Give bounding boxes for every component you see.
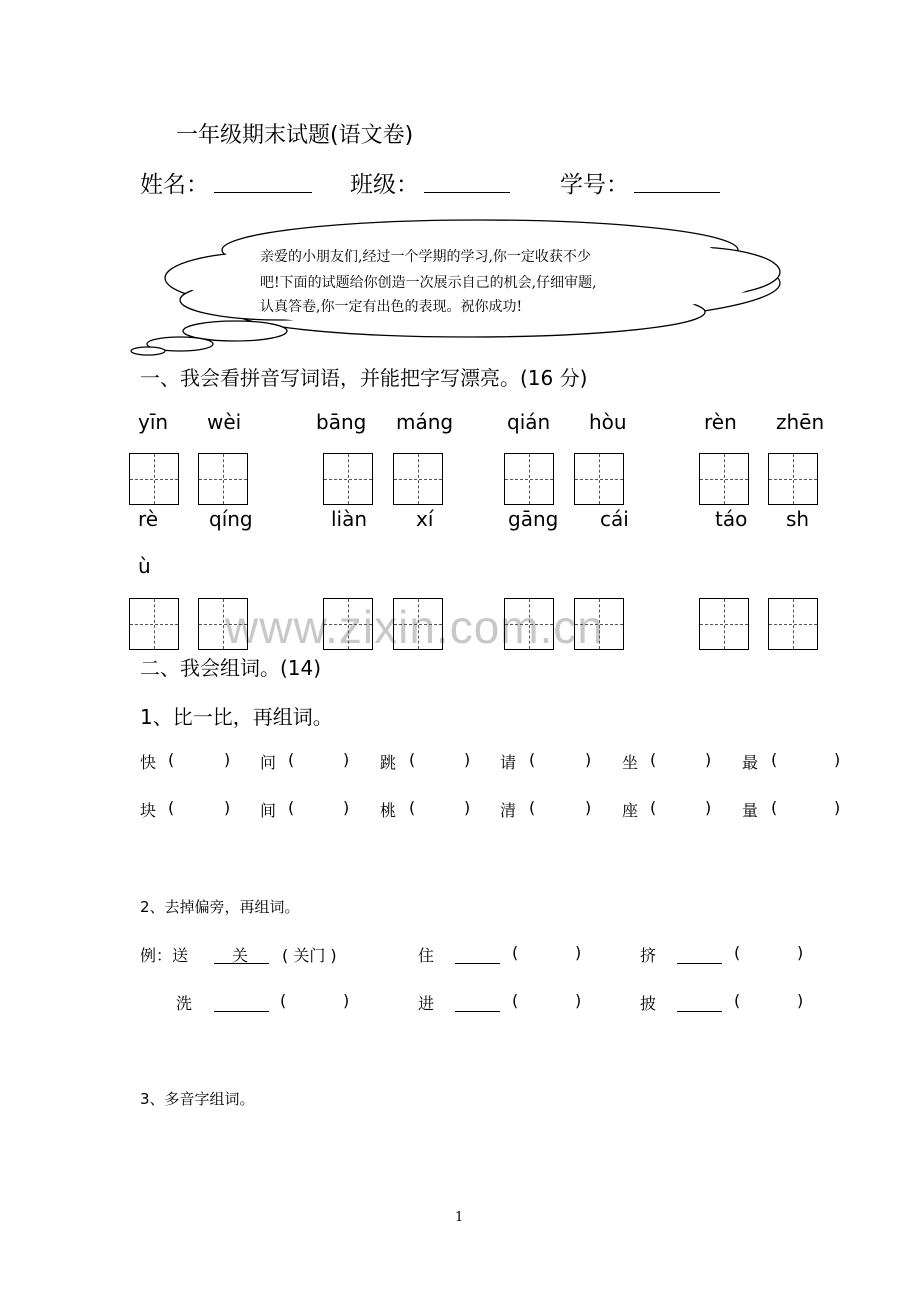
char: 请 <box>500 753 517 772</box>
char: 问 <box>260 753 277 772</box>
paren-close: ) <box>834 798 841 817</box>
paren-close: ) <box>343 798 350 817</box>
q2-label: 2、去掉偏旁，再组词。 <box>140 898 300 916</box>
pinyin: gāng <box>508 507 559 531</box>
section-2-heading: 二、我会组词。(14) <box>140 656 322 680</box>
char: 住 <box>418 946 435 965</box>
paren-close: ) <box>224 798 231 817</box>
pinyin: bāng <box>316 410 367 434</box>
writing-box[interactable] <box>323 598 373 650</box>
pinyin: xí <box>416 507 434 531</box>
answer-line[interactable] <box>455 1011 500 1012</box>
writing-box[interactable] <box>198 453 248 505</box>
pinyin: máng <box>396 410 454 434</box>
paren-open: ( <box>650 750 657 769</box>
char: 洗 <box>176 994 193 1013</box>
page-title: 一年级期末试题(语文卷) <box>176 123 414 148</box>
paren-close: ) <box>705 750 712 769</box>
writing-box[interactable] <box>768 453 818 505</box>
paren-open: ( <box>771 798 778 817</box>
writing-box[interactable] <box>129 598 179 650</box>
writing-box[interactable] <box>768 598 818 650</box>
char: 清 <box>500 801 517 820</box>
example-word: ( 关门 ) <box>282 946 337 965</box>
paren-close: ) <box>343 750 350 769</box>
q1-label: 1、比一比，再组词。 <box>140 705 333 729</box>
example-prefix: 例：送 <box>140 946 189 965</box>
cloud-text-line-2: 吧!下面的试题给你创造一次展示自己的机会,仔细审题, <box>260 275 597 291</box>
pinyin: rèn <box>704 410 737 434</box>
writing-box[interactable] <box>323 453 373 505</box>
cloud-text-line-1: 亲爱的小朋友们,经过一个学期的学习,你一定收获不少 <box>260 249 591 265</box>
paren-open: ( <box>771 750 778 769</box>
pinyin: yīn <box>138 410 169 434</box>
char: 桃 <box>380 801 397 820</box>
char: 进 <box>418 994 435 1013</box>
char: 快 <box>140 753 157 772</box>
pinyin: táo <box>715 507 748 531</box>
example-answer-line <box>214 963 269 964</box>
paren-close: ) <box>797 943 804 962</box>
writing-box[interactable] <box>393 598 443 650</box>
writing-box[interactable] <box>129 453 179 505</box>
page-number: 1 <box>455 1210 464 1225</box>
answer-line[interactable] <box>455 963 500 964</box>
example-answer: 关 <box>232 946 249 965</box>
number-label: 学号： <box>560 172 629 198</box>
paren-close: ) <box>585 750 592 769</box>
paren-open: ( <box>409 798 416 817</box>
paren-open: ( <box>168 798 175 817</box>
watermark: www.zixin.com.cn <box>225 601 604 653</box>
paren-open: ( <box>288 798 295 817</box>
answer-line[interactable] <box>214 1011 269 1012</box>
paren-close: ) <box>575 991 582 1010</box>
answer-line[interactable] <box>677 1011 722 1012</box>
cloud-text-line-3: 认真答卷,你一定有出色的表现。祝你成功! <box>260 299 523 315</box>
writing-box[interactable] <box>504 453 554 505</box>
writing-box[interactable] <box>574 453 624 505</box>
section-1-heading: 一、我会看拼音写词语，并能把字写漂亮。(16 分) <box>140 366 588 390</box>
char: 坐 <box>622 753 639 772</box>
char: 座 <box>622 801 639 820</box>
paren-close: ) <box>464 750 471 769</box>
paren-close: ) <box>797 991 804 1010</box>
paren-close: ) <box>343 991 350 1010</box>
writing-box[interactable] <box>198 598 248 650</box>
pinyin: liàn <box>331 507 368 531</box>
name-label: 姓名： <box>140 172 209 198</box>
pinyin: hòu <box>589 410 627 434</box>
pinyin: qián <box>507 410 551 434</box>
char: 最 <box>742 753 759 772</box>
char: 披 <box>640 994 657 1013</box>
paren-open: ( <box>529 798 536 817</box>
paren-open: ( <box>288 750 295 769</box>
paren-open: ( <box>280 991 287 1010</box>
paren-close: ) <box>575 943 582 962</box>
pinyin: qíng <box>209 507 253 531</box>
paren-open: ( <box>734 943 741 962</box>
writing-box[interactable] <box>699 598 749 650</box>
paren-open: ( <box>409 750 416 769</box>
pinyin: cái <box>600 507 629 531</box>
pinyin: ù <box>138 554 151 578</box>
paren-close: ) <box>464 798 471 817</box>
writing-box[interactable] <box>393 453 443 505</box>
writing-box[interactable] <box>699 453 749 505</box>
answer-line[interactable] <box>677 963 722 964</box>
paren-open: ( <box>529 750 536 769</box>
pinyin: sh <box>786 507 810 531</box>
char: 间 <box>260 801 277 820</box>
paren-close: ) <box>224 750 231 769</box>
paren-open: ( <box>650 798 657 817</box>
pinyin: wèi <box>207 410 242 434</box>
char: 量 <box>742 801 759 820</box>
paren-close: ) <box>585 798 592 817</box>
paren-open: ( <box>734 991 741 1010</box>
writing-box[interactable] <box>504 598 554 650</box>
writing-box[interactable] <box>574 598 624 650</box>
paren-open: ( <box>512 943 519 962</box>
paren-close: ) <box>705 798 712 817</box>
char: 挤 <box>640 946 657 965</box>
class-label: 班级： <box>350 172 419 198</box>
char: 块 <box>140 801 157 820</box>
pinyin: zhēn <box>776 410 825 434</box>
paren-close: ) <box>834 750 841 769</box>
paren-open: ( <box>512 991 519 1010</box>
q3-label: 3、多音字组词。 <box>140 1090 255 1108</box>
char: 跳 <box>380 753 397 772</box>
paren-open: ( <box>168 750 175 769</box>
pinyin: rè <box>138 507 159 531</box>
